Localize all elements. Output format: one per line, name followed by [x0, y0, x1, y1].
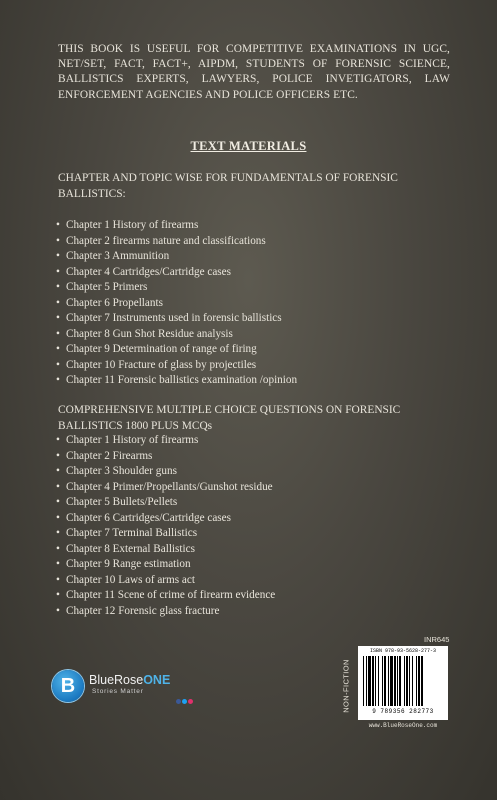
- list-item: • Chapter 5 Primers: [56, 280, 297, 296]
- barcode-bar: [382, 656, 383, 706]
- section-heading: TEXT MATERIALS: [190, 139, 307, 153]
- publisher-tagline: Stories Matter: [92, 688, 144, 695]
- barcode-bar: [404, 656, 405, 706]
- list-item: • Chapter 2 Firearms: [56, 449, 275, 465]
- list-item: • Chapter 9 Determination of range of firing: [56, 342, 297, 358]
- barcode-bar: [397, 656, 398, 706]
- barcode-bar: [416, 656, 417, 706]
- list-item: • Chapter 1 History of firearms: [56, 433, 275, 449]
- publisher-name-part1: BlueRose: [89, 673, 144, 687]
- list-item: • Chapter 5 Bullets/Pellets: [56, 495, 275, 511]
- list-item: • Chapter 6 Cartridges/Cartridge cases: [56, 511, 275, 527]
- list-item: • Chapter 10 Fracture of glass by projectiles: [56, 358, 297, 374]
- barcode-bar: [375, 656, 376, 706]
- section2-chapter-list: [56, 433, 275, 620]
- barcode-bar: [368, 656, 371, 706]
- facebook-icon: [176, 699, 181, 704]
- isbn-label: ISBN 978-93-5628-277-3: [369, 648, 436, 654]
- barcode-bar: [418, 656, 420, 706]
- barcode-bar: [390, 656, 393, 706]
- genre-label-box: [340, 650, 352, 722]
- list-item: • Chapter 12 Forensic glass fracture: [56, 604, 275, 620]
- isbn-number: 9 789356 282773: [372, 708, 434, 715]
- list-item: • Chapter 4 Cartridges/Cartridge cases: [56, 265, 297, 281]
- instagram-icon: [188, 699, 193, 704]
- list-item: • Chapter 10 Laws of arms act: [56, 573, 275, 589]
- publisher-name-part2: ONE: [143, 673, 171, 687]
- intro-paragraph: THIS BOOK IS USEFUL FOR COMPETITIVE EXAMINATIONS IN UGC, NET/SET, FACT, FACT+, AIPDM, STUDENTS OF FORENSIC SCIENCE, BALLISTICS EXPERTS, LAWYERS, POLICE INVETIGATORS, LAW ENFORCEMENT AGENCIES AND POLICE OFFICERS ETC.: [58, 43, 450, 101]
- isbn-barcode: [358, 646, 448, 720]
- publisher-logo: [52, 670, 202, 704]
- barcode-bar: [363, 656, 364, 706]
- section1-title: CHAPTER AND TOPIC WISE FOR FUNDAMENTALS OF FORENSIC BALLISTICS:: [58, 172, 398, 200]
- barcode-bar: [378, 656, 379, 706]
- section2-title: COMPREHENSIVE MULTIPLE CHOICE QUESTIONS ON FORENSIC BALLISTICS 1800 PLUS MCQs: [58, 404, 401, 432]
- list-item: • Chapter 6 Propellants: [56, 296, 297, 312]
- genre-label: NON-FICTION: [341, 659, 351, 713]
- list-item: • Chapter 3 Ammunition: [56, 249, 297, 265]
- list-item: • Chapter 11 Forensic ballistics examination /opinion: [56, 373, 297, 389]
- twitter-icon: [182, 699, 187, 704]
- list-item: • Chapter 7 Terminal Ballistics: [56, 526, 275, 542]
- list-item: • Chapter 8 Gun Shot Residue analysis: [56, 327, 297, 343]
- barcode-bar: [388, 656, 389, 706]
- website-url: www.BlueRoseOne.com: [368, 722, 438, 729]
- barcode-bar: [372, 656, 374, 706]
- section1-chapter-list: [56, 218, 297, 389]
- publisher-name: [89, 673, 170, 687]
- list-item: • Chapter 9 Range estimation: [56, 557, 275, 573]
- barcode-bar: [412, 656, 413, 706]
- list-item: • Chapter 4 Primer/Propellants/Gunshot residue: [56, 480, 275, 496]
- barcode-bar: [399, 656, 401, 706]
- list-item: • Chapter 3 Shoulder guns: [56, 464, 275, 480]
- list-item: • Chapter 2 firearms nature and classifications: [56, 234, 297, 250]
- social-icons: [176, 691, 198, 697]
- barcode-bar: [366, 656, 367, 706]
- publisher-logo-icon: B: [52, 670, 84, 702]
- barcode-bar: [406, 656, 408, 706]
- barcode-bar: [394, 656, 396, 706]
- list-item: • Chapter 8 External Ballistics: [56, 542, 275, 558]
- barcode-bar: [409, 656, 410, 706]
- list-item: • Chapter 1 History of firearms: [56, 218, 297, 234]
- price-label: INR645: [424, 635, 450, 644]
- barcode-bars: [363, 656, 443, 706]
- barcode-bar: [421, 656, 423, 706]
- list-item: • Chapter 7 Instruments used in forensic ballistics: [56, 311, 297, 327]
- barcode-bar: [384, 656, 386, 706]
- list-item: • Chapter 11 Scene of crime of firearm evidence: [56, 588, 275, 604]
